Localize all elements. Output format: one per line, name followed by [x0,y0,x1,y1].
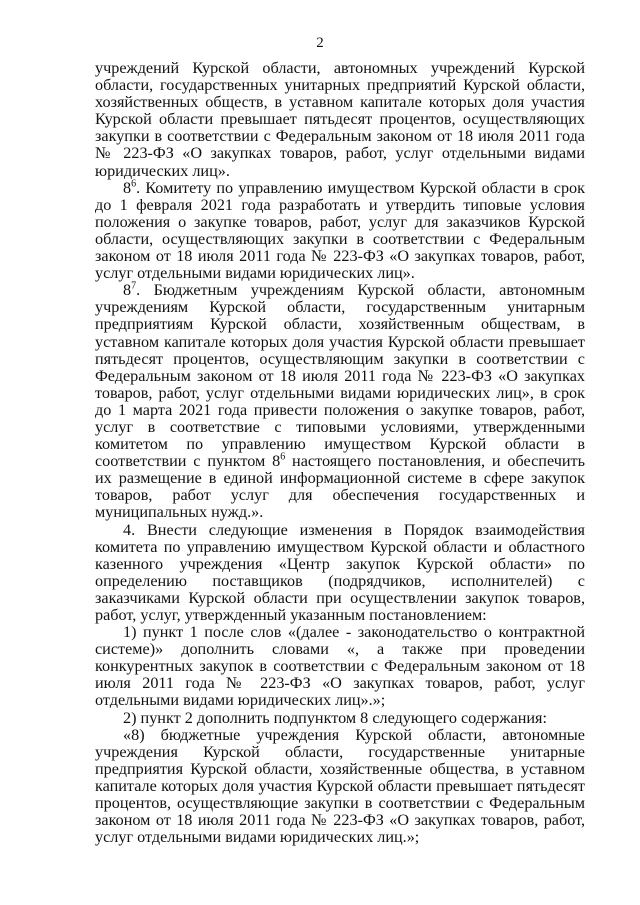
item-number: 8 [123,178,132,197]
paragraph-continuation [95,60,585,180]
reference-superscript: 6 [280,451,286,463]
paragraph-item-8-6 [95,180,585,283]
paragraph-subitem-8 [95,727,585,847]
item-number-superscript: 7 [131,280,137,292]
item-number-superscript: 6 [131,178,137,190]
page-number: 2 [316,35,324,51]
paragraph-text: 1) пункт 1 после слов «(далее - законодательство о контрактной системе)» дополнить словами «, а также при проведении конкурентных закупок в соответствии с Федеральным законом от 18 июля 2011 года № 223-ФЗ «О закупках товаров, работ, услуг отдельными видами юридических лиц».»; [95,623,585,710]
paragraph-subitem-1 [95,624,585,709]
paragraph-text: «8) бюджетные учреждения Курской области, автономные учреждения Курской области, государственные унитарные предприятия Курской области, хозяйственные общества, в уставном капитале которых доля участия Курской области превышает пятьдесят процентов, осуществляющие закупки в соответствии с Федеральным законом от 18 июля 2011 года № 223-ФЗ «О закупках товаров, работ, услуг отдельными видами юридических лиц.»; [95,725,585,847]
paragraph-item-8-7 [95,282,585,521]
paragraph-item-4 [95,522,585,625]
paragraph-text: учреждений Курской области, автономных учреждений Курской области, государственных унитарных предприятий Курской области, хозяйственных обществ, в уставном капитале которых доля участия Курской области превышает пятьдесят процентов, осуществляющих закупки в соответствии с Федеральным законом от 18 июля 2011 года № 223-ФЗ «О закупках товаров, работ, услуг отдельными видами юридических лиц». [95,59,585,180]
paragraph-text: . Комитету по управлению имуществом Курской области в срок до 1 февраля 2021 года разработать и утвердить типовые условия положения о закупке товаров, работ, услуг для заказчиков Курской области, осуществляющих закупки в соответствии с Федеральным законом от 18 июля 2011 года № 223-ФЗ «О закупках товаров, работ, услуг отдельными видами юридических лиц». [95,178,585,283]
paragraph-text: . Бюджетным учреждениям Курской области, автономным учреждениям Курской области, государственным унитарным предприятиям Курской области, хозяйственным обществам, в уставном капитале которых доля участия Курской области превышает пятьдесят процентов, осуществляющим закупки в соответствии с Федеральным законом от 18 июля 2011 года № 223-ФЗ «О закупках товаров, работ, услуг отдельными видами юридических лиц», в срок до 1 марта 2021 года привести положения о закупке товаров, работ, услуг в соответствие с типовыми условиями, утвержденными комитетом по управлению имуществом Курской области в соответствии с пунктом 8 [95,281,585,471]
paragraph-text: 4. Внести следующие изменения в Порядок взаимодействия комитета по управлению имуществом Курской области и областного казенного учреждения «Центр закупок Курской области» по определению поставщиков (подрядчиков, исполнителей) с заказчиками Курской области при осуществлении закупок товаров, работ, услуг, утвержденный указанным постановлением: [95,520,585,624]
paragraph-text: 2) пункт 2 дополнить подпунктом 8 следующего содержания: [123,708,547,727]
paragraph-text-continued: настоящего постановления, и обеспечить их размещение в единой информационной системе в сфере закупок товаров, работ услуг для обеспечения государственных и муниципальных нужд.». [95,452,585,522]
item-number: 8 [123,281,132,300]
paragraph-subitem-2 [95,710,585,727]
document-body [95,60,585,846]
